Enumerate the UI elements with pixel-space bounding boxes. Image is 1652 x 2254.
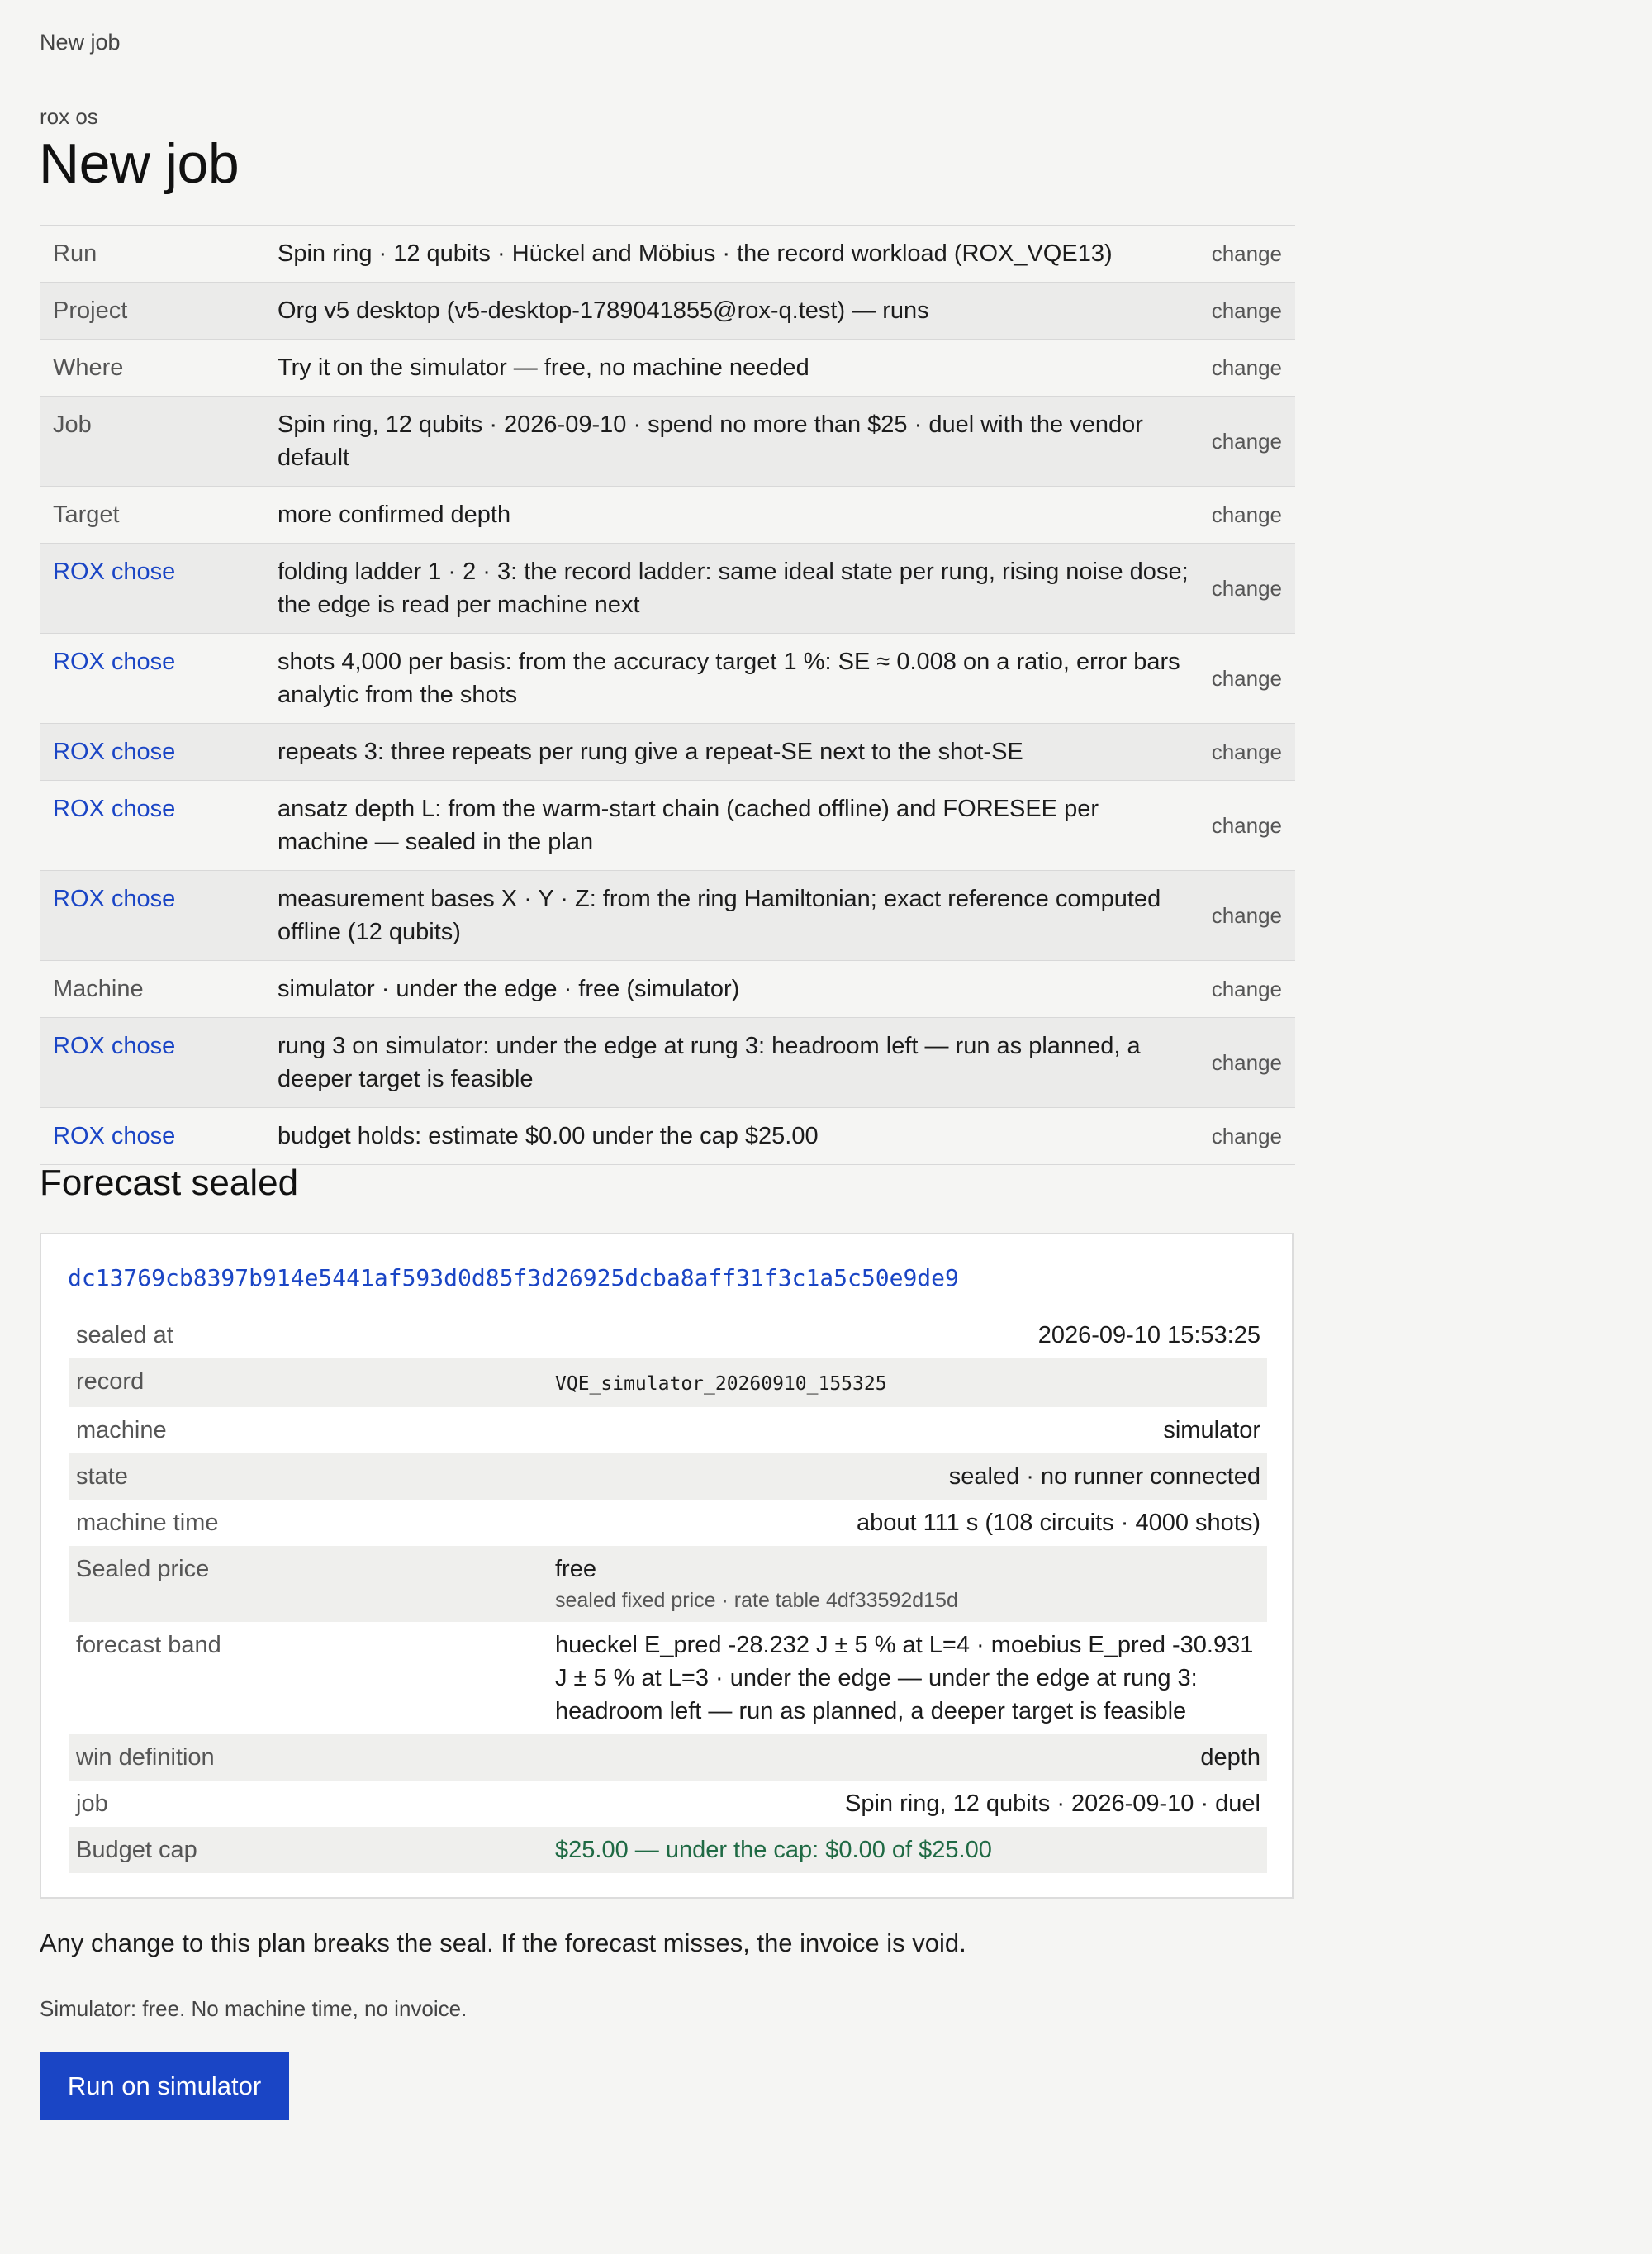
plan-row <box>40 871 1295 961</box>
forecast-row-machine-time <box>69 1500 1267 1546</box>
plan-row-value: folding ladder 1 · 2 · 3: the record ladder: same ideal state per rung, rising noise dose; the edge is read per machine next <box>278 559 1189 618</box>
plan-row-key: ROX chose <box>53 649 176 675</box>
change-link[interactable]: change <box>1211 355 1282 380</box>
plan-row <box>40 1108 1295 1165</box>
plan-row <box>40 397 1295 487</box>
forecast-row-win <box>69 1734 1267 1781</box>
win-label: win definition <box>76 1744 215 1771</box>
price-cell <box>548 1546 1267 1622</box>
machine-value: simulator <box>1163 1417 1260 1443</box>
plan-row <box>40 634 1295 724</box>
plan-row-value: shots 4,000 per basis: from the accuracy target 1 %: SE ≈ 0.008 on a ratio, error bars analytic from the shots <box>278 649 1180 708</box>
plan-row-key: Run <box>53 240 97 267</box>
forecast-row-record <box>69 1358 1267 1407</box>
change-link[interactable]: change <box>1211 576 1282 601</box>
plan-row-key: Machine <box>53 976 144 1002</box>
machine-time-value: about 111 s (108 circuits · 4000 shots) <box>857 1510 1260 1536</box>
plan-row-key: ROX chose <box>53 739 176 765</box>
band-label: forecast band <box>76 1632 221 1658</box>
plan-table <box>40 225 1295 1165</box>
seal-note: Any change to this plan breaks the seal. If the forecast misses, the invoice is void. <box>40 1928 966 1957</box>
simulator-note: Simulator: free. No machine time, no invoice. <box>40 1996 468 2021</box>
plan-row-value: repeats 3: three repeats per rung give a repeat-SE next to the shot-SE <box>278 739 1023 765</box>
plan-row <box>40 487 1295 544</box>
plan-row <box>40 781 1295 871</box>
plan-row <box>40 1018 1295 1108</box>
forecast-row-state <box>69 1453 1267 1500</box>
plan-row-key: ROX chose <box>53 1033 176 1059</box>
job-label: job <box>76 1790 108 1817</box>
band-value: hueckel E_pred -28.232 J ± 5 % at L=4 · moebius E_pred -30.931 J ± 5 % at L=3 · under the edge — under the edge at rung 3: headroom left — run as planned, a deeper target is feasible <box>555 1632 1254 1724</box>
forecast-card <box>40 1233 1294 1899</box>
change-link[interactable]: change <box>1211 813 1282 838</box>
plan-row-key: Project <box>53 297 128 324</box>
plan-row-value: budget holds: estimate $0.00 under the cap $25.00 <box>278 1123 819 1149</box>
breadcrumb[interactable]: New job <box>40 30 121 55</box>
plan-row-key: Where <box>53 354 124 381</box>
change-link[interactable]: change <box>1211 977 1282 1001</box>
forecast-row-sealed-at <box>69 1312 1267 1358</box>
plan-row <box>40 724 1295 781</box>
plan-row <box>40 961 1295 1018</box>
budget-value: $25.00 — under the cap: $0.00 of $25.00 <box>555 1837 992 1863</box>
sealed-at-value: 2026-09-10 15:53:25 <box>1037 1322 1260 1348</box>
state-value: sealed · no runner connected <box>948 1463 1260 1490</box>
win-value: depth <box>1200 1744 1260 1771</box>
forecast-title: Forecast sealed <box>40 1163 299 1203</box>
change-link[interactable]: change <box>1211 298 1282 323</box>
price-subtext: sealed fixed price · rate table 4df33592d15d <box>555 1589 958 1612</box>
run-on-simulator-button[interactable]: Run on simulator <box>40 2052 289 2120</box>
plan-row-key: ROX chose <box>53 1123 176 1149</box>
plan-row-value: Spin ring, 12 qubits · 2026-09-10 · spend no more than $25 · duel with the vendor default <box>278 411 1143 471</box>
plan-row-key: ROX chose <box>53 886 176 912</box>
job-value: Spin ring, 12 qubits · 2026-09-10 · duel <box>845 1790 1260 1817</box>
change-link[interactable]: change <box>1211 903 1282 928</box>
app-eyebrow: rox os <box>40 104 98 129</box>
price-label: Sealed price <box>76 1556 210 1582</box>
plan-row-key: Job <box>53 411 92 438</box>
plan-row-value: Org v5 desktop (v5-desktop-1789041855@rox-q.test) — runs <box>278 297 929 324</box>
plan-row-key: ROX chose <box>53 796 176 822</box>
change-link[interactable]: change <box>1211 241 1282 266</box>
forecast-row-band <box>69 1622 1267 1734</box>
change-link[interactable]: change <box>1211 1124 1282 1148</box>
plan-row-value: measurement bases X · Y · Z: from the ring Hamiltonian; exact reference computed offline (12 qubits) <box>278 886 1161 945</box>
forecast-row-machine <box>69 1407 1267 1453</box>
state-label: state <box>76 1463 128 1490</box>
page-title: New job <box>39 132 240 195</box>
change-link[interactable]: change <box>1211 1050 1282 1075</box>
plan-row-value: Try it on the simulator — free, no machine needed <box>278 354 809 381</box>
price-value: free <box>555 1556 596 1582</box>
plan-row <box>40 226 1295 283</box>
forecast-table <box>69 1312 1267 1873</box>
seal-hash: dc13769cb8397b914e5441af593d0d85f3d26925dcba8aff31f3c1a5c50e9de9 <box>68 1264 959 1291</box>
plan-row-value: more confirmed depth <box>278 502 511 528</box>
forecast-row-price <box>69 1546 1267 1622</box>
plan-row-value: simulator · under the edge · free (simulator) <box>278 976 740 1002</box>
machine-time-label: machine time <box>76 1510 219 1536</box>
plan-row <box>40 544 1295 634</box>
machine-label: machine <box>76 1417 167 1443</box>
plan-row-value: rung 3 on simulator: under the edge at rung 3: headroom left — run as planned, a deeper target is feasible <box>278 1033 1141 1092</box>
change-link[interactable]: change <box>1211 502 1282 527</box>
plan-row-value: ansatz depth L: from the warm-start chain (cached offline) and FORESEE per machine — sealed in the plan <box>278 796 1099 855</box>
plan-row <box>40 340 1295 397</box>
change-link[interactable]: change <box>1211 739 1282 764</box>
forecast-row-job <box>69 1781 1267 1827</box>
budget-label: Budget cap <box>76 1837 197 1863</box>
forecast-row-budget <box>69 1827 1267 1873</box>
plan-row-key: ROX chose <box>53 559 176 585</box>
plan-row <box>40 283 1295 340</box>
record-label: record <box>76 1368 145 1395</box>
change-link[interactable]: change <box>1211 429 1282 454</box>
record-value: VQE_simulator_20260910_155325 <box>555 1373 887 1395</box>
sealed-at-label: sealed at <box>76 1322 173 1348</box>
change-link[interactable]: change <box>1211 666 1282 691</box>
plan-row-key: Target <box>53 502 120 528</box>
plan-row-value: Spin ring · 12 qubits · Hückel and Möbius · the record workload (ROX_VQE13) <box>278 240 1113 267</box>
